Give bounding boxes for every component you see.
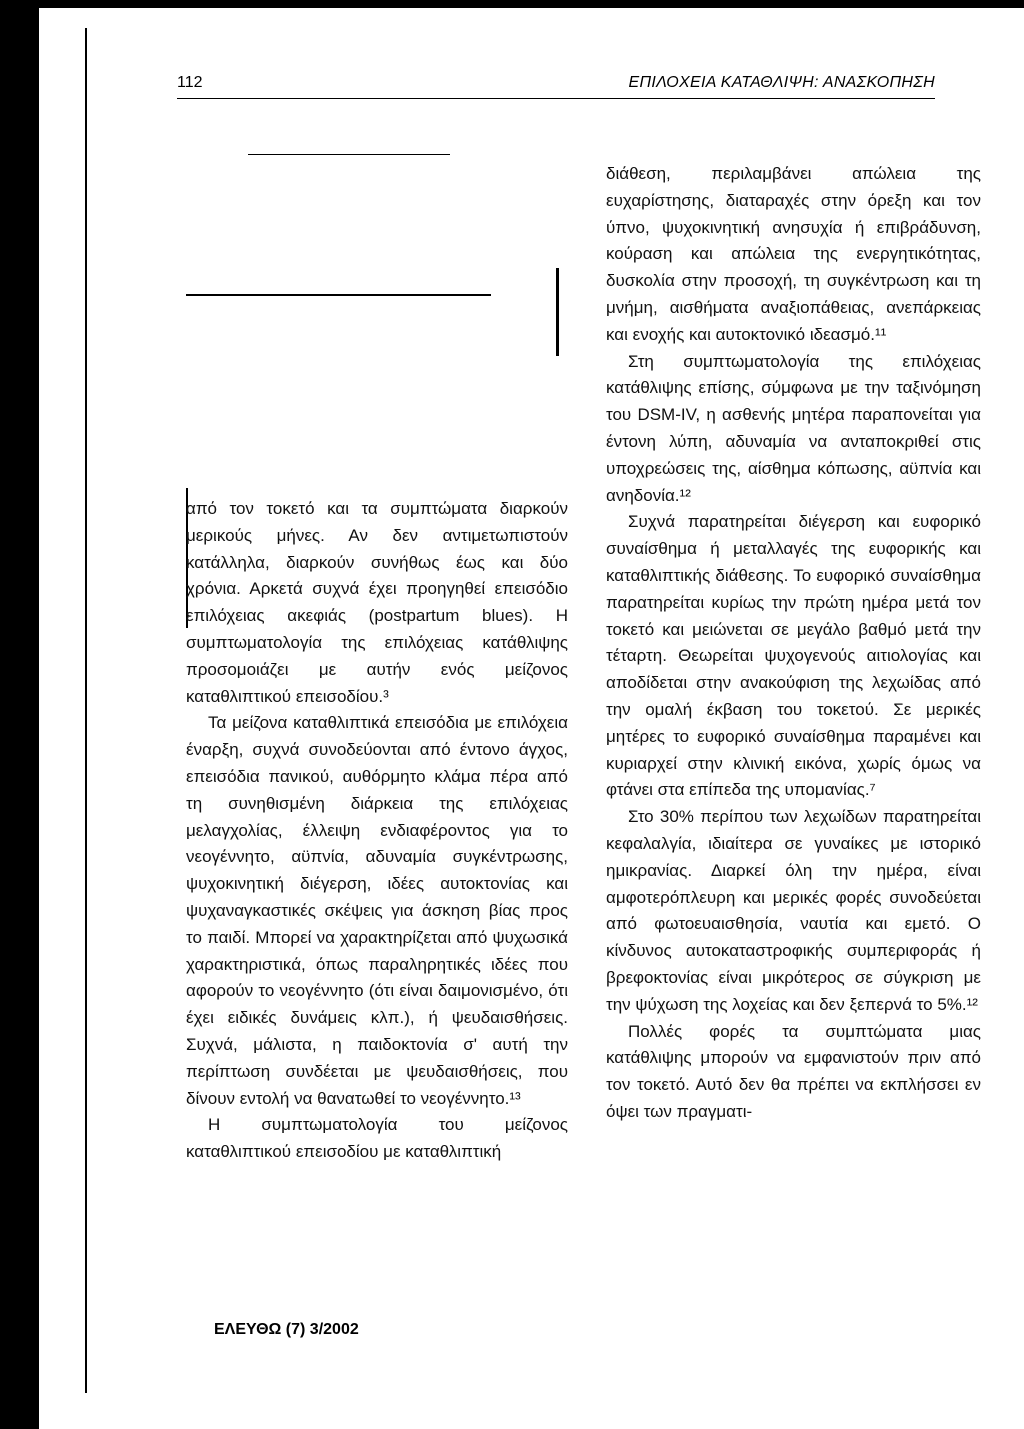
document-page: [39, 8, 1024, 1429]
paragraph: Πολλές φορές τα συμπτώματα μιας κατάθλιψης μπορούν να εμφανιστούν πριν από τον τοκετό. Αυτό δεν θα πρέπει να εκπλήσσει εν όψει των πραγματι-: [606, 1021, 981, 1121]
figure-frame: [186, 154, 566, 304]
paragraph: Στη συμπτωματολογία της επιλόχειας κατάθλιψης επίσης, σύμφωνα με την ταξινόμηση του DSM-IV, η ασθενής μητέρα παραπονείται για έντονη λύπη, αδυναμία να ανταποκριθεί στις υποχρεώσεις της, αίσθημα κόπωσης, αϋπνία και ανηδονία.¹²: [606, 351, 981, 505]
page-header: [177, 74, 935, 99]
paragraph: Συχνά παρατηρείται διέγερση και ευφορικό συναίσθημα ή μεταλλαγές της ευφορικής και καταθλιπτικής διάθεσης. Το ευφορικό συναίσθημα παρατηρείται κυρίως την πρώτη ημέρα μετά τον τοκετό και μειώνεται σε μεγάλο βαθμό μετά την τέταρτη. Θεωρείται ψυχογενούς αιτιολογίας και αποδίδεται στην ανακούφιση της λεχωίδας από την ομαλή έκβαση του τοκετού. Σε μερικές μητέρες το ευφορικό συναίσθημα παραμένει και κυριαρχεί στην κλινική εικόνα, χωρίς όμως να φτάνει στα επίπεδα της υπομανίας.⁷: [606, 512, 981, 800]
figure-bottom-rule: [186, 294, 491, 296]
binding-edge-line: [85, 28, 87, 1393]
left-column: [186, 496, 568, 1166]
journal-footer: ΕΛΕΥΘΩ (7) 3/2002: [214, 1321, 359, 1338]
paragraph: Στο 30% περίπου των λεχωίδων παρατηρείται κεφαλαλγία, ιδιαίτερα σε γυναίκες με ιστορικό ημικρανίας. Διαρκεί όλη την ημέρα, είναι αμφοτερόπλευρη και μερικές φορές συνοδεύεται από φωτοευαισθησία, ναυτία και εμετό. Ο κίνδυνος αυτοκαταστροφικής συμπεριφοράς ή βρεφοκτονίας είναι μικρότερος σε σύγκριση με την ψύχωση της λοχείας και δεν ξεπερνά το 5%.¹²: [606, 807, 981, 1014]
paragraph: Τα μείζονα καταθλιπτικά επεισόδια με επιλόχεια έναρξη, συχνά συνοδεύονται από έντονο άγχος, επεισόδια πανικού, αυθόρμητο κλάμα πέρα από τη συνηθισμένη διάρκεια της επιλόχειας μελαγχολίας, έλλειψη ενδιαφέροντος για το νεογέννητο, αϋπνία, αδυναμία συγκέντρωσης, ψυχοκινητική διέγερση, ιδέες αυτοκτονίας και ψυχαναγκαστικές σκέψεις για άσκηση βίας προς το παιδί. Μπορεί να χαρακτηρίζεται από ψυχωσικά χαρακτηριστικά, όπως παραληρητικές ιδέες που αφορούν το νεογέννητο (ότι είναι δαιμονισμένο, ότι έχει ειδικές δυνάμεις κλπ.), ή ψευδαισθήσεις. Συχνά, μάλιστα, η παιδοκτονία σ' αυτή την περίπτωση συνδέεται με ψευδαισθήσεις, που δίνουν εντολή να θανατωθεί το νεογέννητο.¹³: [186, 713, 568, 1108]
figure-right-edge: [556, 268, 559, 356]
paragraph: από τον τοκετό και τα συμπτώματα διαρκούν μερικούς μήνες. Αν δεν αντιμετωπιστούν κατάλληλα, διαρκούν συνήθως έως και δύο χρόνια. Αρκετά συχνά έχει προηγηθεί επεισόδιο επιλόχειας ακεφιάς (postpartum blues). Η συμπτωματολογία της επιλόχειας κατάθλιψης προσομοιάζει με αυτήν ενός μείζονος καταθλιπτικού επεισοδίου.³: [186, 499, 568, 706]
paragraph: διάθεση, περιλαμβάνει απώλεια της ευχαρίστησης, διαταραχές στην όρεξη και τον ύπνο, ψυχοκινητική ανησυχία ή επιβράδυνση, κούραση και απώλεια της ενεργητικότητας, δυσκολία στην προσοχή, τη συγκέντρωση και τη μνήμη, αισθήματα αναξιοπάθειας, ανεπάρκειας και ενοχής και αυτοκτονικό ιδεασμό.¹¹: [606, 164, 981, 344]
running-head: ΕΠΙΛΟΧΕΙΑ ΚΑΤΑΘΛΙΨΗ: ΑΝΑΣΚΟΠΗΣΗ: [628, 74, 935, 91]
page-number: 112: [177, 74, 203, 91]
figure-top-rule: [248, 154, 450, 155]
right-column: [606, 161, 981, 1126]
paragraph: Η συμπτωματολογία του μείζονος καταθλιπτικού επεισοδίου με καταθλιπτική: [186, 1115, 568, 1162]
